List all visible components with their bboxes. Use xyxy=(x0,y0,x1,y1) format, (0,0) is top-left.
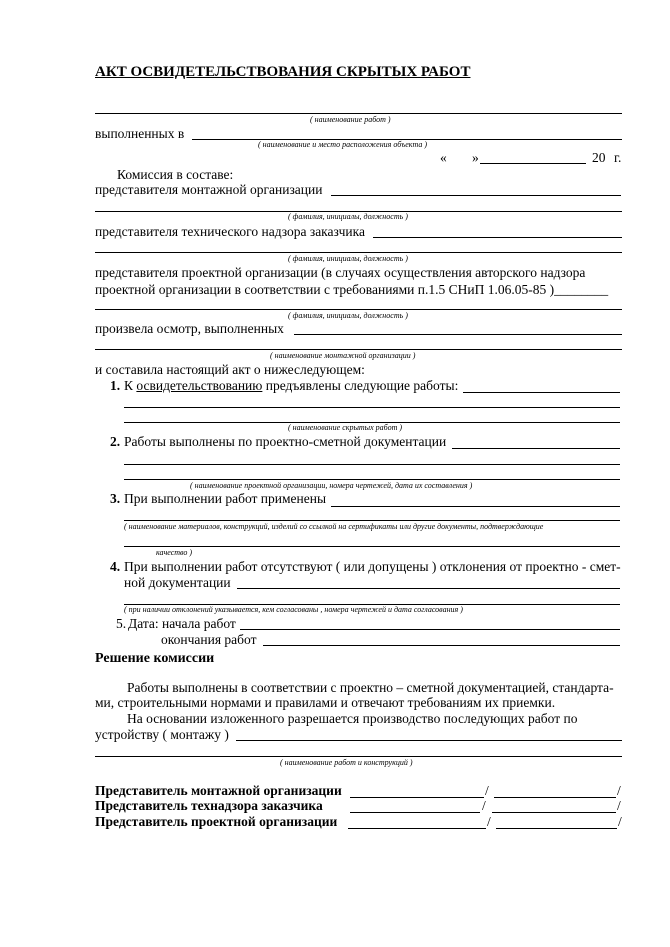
signature-tech-line[interactable] xyxy=(350,812,480,813)
item5-start-label: Дата: начала работ xyxy=(128,616,236,631)
item1-hint: ( наименование скрытых работ ) xyxy=(288,423,403,432)
tech-supervision-line-2[interactable] xyxy=(95,252,622,253)
item1-line-2[interactable] xyxy=(124,407,620,408)
decision-heading: Решение комиссии xyxy=(95,651,215,666)
decision-p2-line2: устройству ( монтажу ) xyxy=(95,727,229,742)
item1-text: К освидетельствованию предъявлены следующие работы: xyxy=(124,378,459,393)
item4-number: 4. xyxy=(110,559,121,574)
fio-hint-2: ( фамилия, инициалы, должность ) xyxy=(288,254,408,263)
item2-line[interactable] xyxy=(452,448,620,449)
mount-org-hint: ( наименование монтажной организации ) xyxy=(270,351,416,360)
item2-line-2[interactable] xyxy=(124,464,620,465)
tech-supervision-line[interactable] xyxy=(373,237,622,238)
signature-mount-label: Представитель монтажной организации xyxy=(95,783,342,798)
signature-mount-name-line[interactable] xyxy=(494,797,616,798)
document-title: АКТ ОСВИДЕТЕЛЬСТВОВАНИЯ СКРЫТЫХ РАБОТ xyxy=(95,64,471,80)
design-org-line[interactable] xyxy=(95,309,622,310)
item5-number: 5. xyxy=(116,616,127,631)
item1-number: 1. xyxy=(110,378,121,393)
decision-p2-line1: На основании изложенного разрешается производство последующих работ по xyxy=(127,711,578,726)
item5-end-label: окончания работ xyxy=(161,632,257,647)
date-quote-open: « xyxy=(440,150,447,165)
item4-text-a: При выполнении работ отсутствуют ( или допущены ) отклонения от проектно - смет- xyxy=(124,559,621,574)
signature-tech-slash-2: / xyxy=(617,798,621,813)
design-org-line2: проектной организации в соответствии с требованиями п.1.5 СНиП 1.06.05-85 )________ xyxy=(95,282,609,297)
commission-intro: Комиссия в составе: xyxy=(117,167,234,182)
signature-design-line[interactable] xyxy=(348,828,486,829)
inspection-line[interactable] xyxy=(294,334,622,335)
item3-line[interactable] xyxy=(331,506,620,507)
item3-line-2[interactable] xyxy=(124,520,620,521)
composed-text: и составила настоящий акт о нижеследующем: xyxy=(95,362,365,377)
work-name-line[interactable] xyxy=(95,113,622,114)
item4-hint: ( при наличии отклонений указывается, кем согласованы , номера чертежей и дата согласования ) xyxy=(124,605,463,614)
item3-text: При выполнении работ применены xyxy=(124,491,327,506)
inspection-label: произвела осмотр, выполненных xyxy=(95,321,284,336)
decision-p1-line1: Работы выполнены в соответствии с проектно – сметной документацией, стандарта- xyxy=(127,680,614,695)
signature-tech-slash-1: / xyxy=(482,798,486,813)
performed-in-label: выполненных в xyxy=(95,126,185,141)
item3-line-3[interactable] xyxy=(124,546,620,547)
item5-end-line[interactable] xyxy=(263,645,620,646)
decision-line-2[interactable] xyxy=(95,756,622,757)
inspection-line-2[interactable] xyxy=(95,349,622,350)
date-month-line[interactable] xyxy=(480,163,586,164)
signature-mount-line[interactable] xyxy=(350,797,484,798)
signature-mount-slash-2: / xyxy=(617,783,621,798)
mount-org-label: представителя монтажной организации xyxy=(95,182,323,197)
signature-tech-label: Представитель технадзора заказчика xyxy=(95,798,323,813)
item4-text-b: ной документации xyxy=(124,575,231,590)
signature-design-name-line[interactable] xyxy=(496,828,617,829)
item3-hint-b: качество ) xyxy=(156,548,193,557)
mount-org-line[interactable] xyxy=(331,195,621,196)
signature-design-slash-1: / xyxy=(487,814,491,829)
item3-hint-a: ( наименование материалов, конструкций, изделий со ссылкой на сертификаты или другие документы, подтверждающие xyxy=(124,522,544,531)
item2-number: 2. xyxy=(110,434,121,449)
signature-tech-name-line[interactable] xyxy=(492,812,616,813)
item4-line[interactable] xyxy=(237,588,620,589)
tech-supervision-label: представителя технического надзора заказчика xyxy=(95,224,365,239)
signature-design-label: Представитель проектной организации xyxy=(95,814,338,829)
item2-text: Работы выполнены по проектно-сметной документации xyxy=(124,434,447,449)
fio-hint-3: ( фамилия, инициалы, должность ) xyxy=(288,311,408,320)
date-quote-close: » xyxy=(472,150,479,165)
year-suffix: г. xyxy=(614,150,622,165)
item2-hint: ( наименование проектной организации, номера чертежей, дата их составления ) xyxy=(190,481,473,490)
item3-number: 3. xyxy=(110,491,121,506)
year-prefix: 20 xyxy=(592,150,606,165)
fio-hint-1: ( фамилия, инициалы, должность ) xyxy=(288,212,408,221)
design-org-line1: представителя проектной организации (в случаях осуществления авторского надзора xyxy=(95,265,586,280)
decision-line[interactable] xyxy=(236,740,622,741)
signature-mount-slash-1: / xyxy=(485,783,489,798)
place-hint: ( наименование и место расположения объекта ) xyxy=(258,140,427,149)
work-name-hint: ( наименование работ ) xyxy=(310,115,391,124)
item1-line[interactable] xyxy=(463,392,620,393)
decision-p1-line2: ми, строительными нормами и правилами и отвечают требованиям их приемки. xyxy=(95,695,556,710)
item2-line-3[interactable] xyxy=(124,479,620,480)
signature-design-slash-2: / xyxy=(618,814,622,829)
decision-hint: ( наименование работ и конструкций ) xyxy=(280,758,413,767)
item5-start-line[interactable] xyxy=(240,629,620,630)
